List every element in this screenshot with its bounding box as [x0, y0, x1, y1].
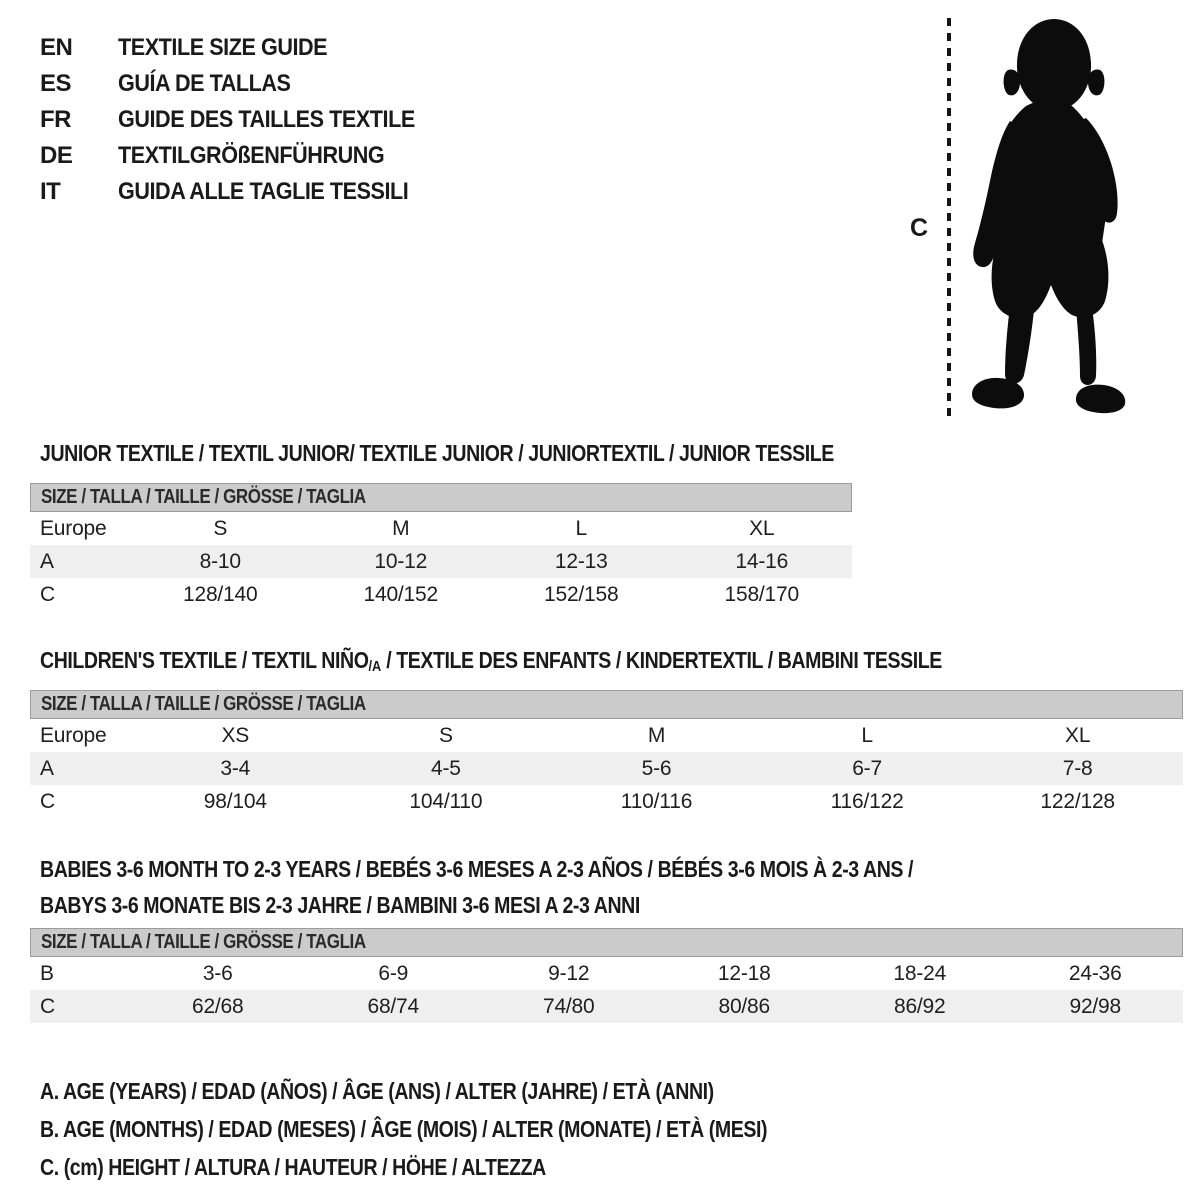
- row-label: B: [40, 961, 54, 985]
- size-header-text: SIZE / TALLA / TAILLE / GRÖSSE / TAGLIA: [41, 486, 366, 508]
- row-label: C: [40, 789, 55, 813]
- table-cell: M: [647, 723, 666, 747]
- size-header-bar: [30, 928, 1183, 957]
- title-pre: CHILDREN'S TEXTILE / TEXTIL NIÑO: [40, 647, 369, 673]
- table-row: [30, 578, 852, 611]
- children-size-table: [30, 690, 1183, 818]
- table-cell: 4-5: [431, 756, 461, 780]
- table-cell: 9-12: [548, 961, 590, 985]
- table-cell: 14-16: [735, 549, 789, 573]
- lang-title: GUIDE DES TAILLES TEXTILE: [118, 106, 415, 133]
- section-title-text: JUNIOR TEXTILE / TEXTIL JUNIOR/ TEXTILE JUNIOR / JUNIORTEXTIL / JUNIOR TESSILE: [40, 440, 834, 466]
- section-title-junior: [40, 436, 974, 471]
- table-row: [30, 545, 852, 578]
- table-row: [30, 512, 852, 545]
- size-header-bar: [30, 690, 1183, 719]
- lang-code: EN: [40, 34, 73, 61]
- table-row: [30, 990, 1183, 1023]
- table-cell: 3-6: [202, 961, 233, 985]
- table-cell: 12-18: [717, 961, 771, 985]
- footnote-text: A. AGE (YEARS) / EDAD (AÑOS) / ÂGE (ANS) / ALTER (JAHRE) / ETÀ (ANNI): [40, 1077, 714, 1104]
- height-dashed-line: [944, 16, 954, 420]
- table-cell: L: [861, 723, 873, 747]
- table-cell: S: [438, 723, 453, 747]
- size-header-bar: [30, 483, 852, 512]
- table-cell: 18-24: [893, 961, 947, 985]
- height-measure-label: C: [910, 214, 929, 242]
- table-cell: 116/122: [830, 789, 904, 813]
- section-title-text: [40, 643, 942, 684]
- table-cell: 3-4: [220, 756, 251, 780]
- footnote-c: [40, 1148, 895, 1186]
- size-header-text: SIZE / TALLA / TAILLE / GRÖSSE / TAGLIA: [41, 693, 366, 715]
- table-cell: L: [575, 516, 587, 540]
- lang-code: IT: [40, 178, 61, 205]
- row-label: Europe: [40, 516, 107, 540]
- table-cell: 6-9: [378, 961, 409, 985]
- table-cell: 122/128: [1040, 789, 1115, 813]
- table-cell: 6-7: [852, 756, 882, 780]
- lang-row-en: [40, 30, 448, 66]
- table-row: [30, 957, 1183, 990]
- junior-size-table: [30, 483, 852, 611]
- table-cell: 8-10: [199, 549, 241, 573]
- lang-title: TEXTILE SIZE GUIDE: [118, 34, 328, 61]
- lang-title: GUÍA DE TALLAS: [118, 70, 291, 97]
- table-cell: XS: [221, 723, 250, 747]
- lang-row-es: [40, 66, 448, 102]
- row-label: A: [40, 756, 54, 780]
- lang-code: ES: [40, 70, 72, 97]
- row-label: C: [40, 994, 55, 1018]
- table-row: [30, 752, 1183, 785]
- footnote-b: [40, 1110, 895, 1148]
- table-cell: 5-6: [641, 756, 672, 780]
- table-cell: M: [392, 516, 410, 540]
- babies-size-table: [30, 928, 1183, 1023]
- table-cell: 152/158: [543, 582, 619, 606]
- row-label: Europe: [40, 723, 107, 747]
- lang-code: DE: [40, 142, 73, 169]
- section-title-children: [40, 643, 1101, 684]
- title-post: / TEXTILE DES ENFANTS / KINDERTEXTIL / BAMBINI TESSILE: [381, 647, 942, 673]
- footnote-text: B. AGE (MONTHS) / EDAD (MESES) / ÂGE (MOIS) / ALTER (MONATE) / ETÀ (MESI): [40, 1115, 768, 1142]
- table-cell: 68/74: [367, 994, 420, 1018]
- table-cell: 80/86: [718, 994, 771, 1018]
- lang-code: FR: [40, 106, 71, 133]
- footnote-text: C. (cm) HEIGHT / ALTURA / HAUTEUR / HÖHE / ALTEZZA: [40, 1153, 546, 1180]
- table-cell: 62/68: [191, 994, 244, 1018]
- footnote-a: [40, 1072, 895, 1110]
- size-header-text: SIZE / TALLA / TAILLE / GRÖSSE / TAGLIA: [41, 931, 366, 953]
- row-label: C: [40, 582, 55, 606]
- lang-row-fr: [40, 102, 448, 138]
- footnotes: [40, 1072, 895, 1186]
- language-title-list: [40, 30, 448, 210]
- table-cell: 86/92: [893, 994, 946, 1018]
- table-row: [30, 785, 1183, 818]
- table-cell: 12-13: [554, 549, 608, 573]
- table-cell: 128/140: [182, 582, 258, 606]
- toddler-silhouette-icon: [964, 18, 1136, 418]
- row-label: A: [40, 549, 54, 573]
- table-cell: S: [213, 516, 228, 540]
- title-subscript: /A: [368, 658, 382, 675]
- table-cell: 140/152: [363, 582, 438, 606]
- table-cell: 74/80: [542, 994, 595, 1018]
- table-cell: 92/98: [1069, 994, 1122, 1018]
- section-title-line2: BABYS 3-6 MONATE BIS 2-3 JAHRE / BAMBINI 3-6 MESI A 2-3 ANNI: [40, 892, 640, 918]
- lang-row-it: [40, 174, 448, 210]
- table-cell: 98/104: [203, 789, 267, 813]
- lang-title: TEXTILGRÖßENFÜHRUNG: [118, 142, 385, 169]
- table-cell: 104/110: [409, 789, 483, 813]
- lang-row-de: [40, 138, 448, 174]
- table-cell: 10-12: [374, 549, 428, 573]
- section-title-line1: BABIES 3-6 MONTH TO 2-3 YEARS / BEBÉS 3-6 MESES A 2-3 AÑOS / BÉBÉS 3-6 MOIS À 2-3 ANS /: [40, 856, 914, 882]
- lang-title: GUIDA ALLE TAGLIE TESSILI: [118, 178, 409, 205]
- table-cell: XL: [1065, 723, 1091, 747]
- table-cell: 158/170: [724, 582, 799, 606]
- table-cell: 7-8: [1062, 756, 1093, 780]
- table-cell: 24-36: [1068, 961, 1122, 985]
- section-title-babies: [40, 851, 1067, 923]
- table-row: [30, 719, 1183, 752]
- table-cell: XL: [749, 516, 775, 540]
- table-cell: 110/116: [620, 789, 693, 813]
